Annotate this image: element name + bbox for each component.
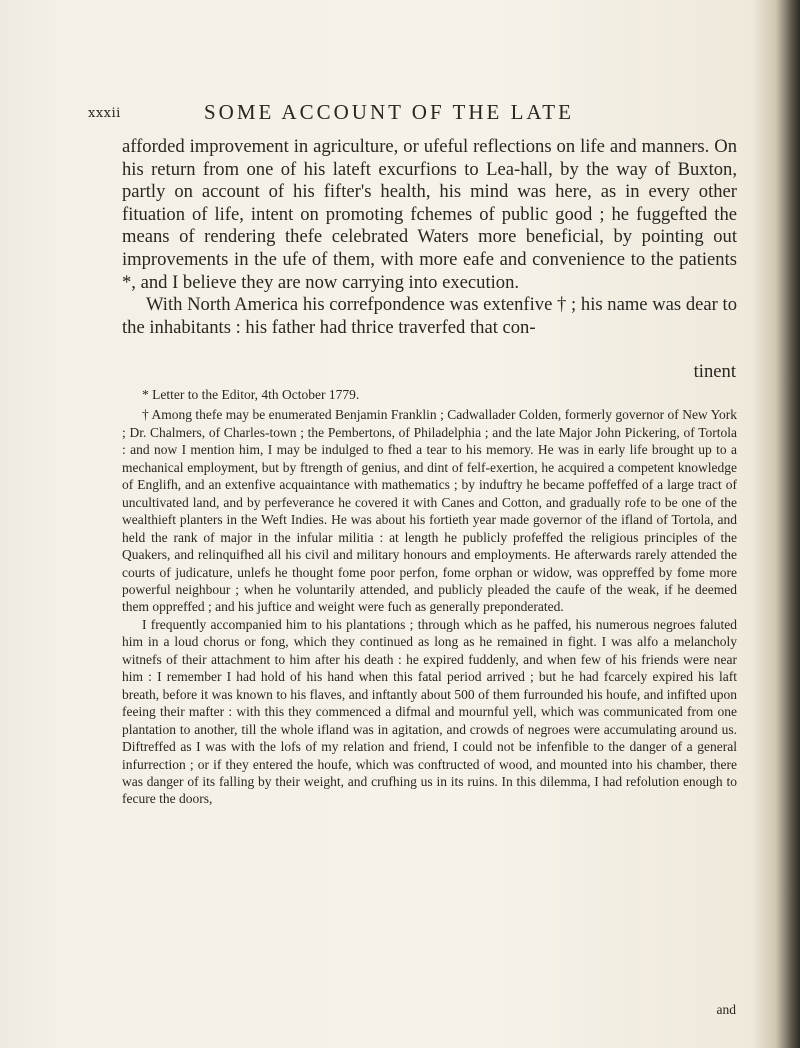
body-catchword: tinent [693, 361, 736, 382]
footnote: * Letter to the Editor, 4th October 1779. [142, 387, 360, 402]
footnote-catchword: and [716, 1002, 736, 1017]
footnote: I frequently accompanied him to his plantations ; through which as he paffed, his numerous negroes faluted him in a loud chorus or fong, which they continued as long as he remained in fight. I was alfo a melancholy witnefs of their attachment to him after his death : he expired fuddenly, and when few of his friends were near him : I remember I had hold of his hand when this fatal period arrived ; but he had fcarcely expired his laft breath, before it was known to his flaves, and inftantly about 500 of them furrounded his houfe, and infifted upon feeing their mafter : with this they commenced a difmal and mournful yell, which was communicated from one plantation to another, till the whole ifland was in agitation, and crowds of negroes were accumulating around us. Diftreffed as I was with the lofs of my relation and friend, I could not be infenfible to the danger of a general infurrection ; or if they entered the houfe, which was conftructed of wood, and mounted into his chamber, there was danger of its falling by their weight, and crufhing us in its ruins. In this dilemma, I had refolution enough to fecure the doors, [122, 616, 737, 807]
body-paragraph: afforded improvement in agriculture, or ufeful reflections on life and manners. On his return from one of his lateft excurfions to Lea-hall, by the way of Buxton, partly on account of his fifter's health, his mind was here, as in every other fituation of life, intent on promoting fchemes of public good ; he fuggefted the means of rendering thefe celebrated Waters more beneficial, by pointing out improvements in the ufe of them, with more eafe and convenience to the patients *, and I believe they are now carrying into execution. [122, 136, 737, 293]
footnote: † Among thefe may be enumerated Benjamin Franklin ; Cadwallader Colden, formerly governor of New York ; Dr. Chalmers, of Charles-town ; the Pembertons, of Philadelphia ; and the late Major John Pickering, of Tortola : and now I mention him, I may be indulged to fhed a tear to his memory. He was in early life brought up to a mechanical employment, but by ftrength of genius, and dint of felf-exertion, he acquired a competent knowledge of Englifh, and an extenfive acquaintance with mathematics ; by induftry he became poffeffed of a large tract of uncultivated land, and by perfeverance he covered it with Canes and Cotton, and gradually rofe to be one of the wealthieft planters in the Weft Indies. He was about his fortieth year made governor of the ifland of Tortola, and held the rank of major in the infular militia : at length he publicly profeffed the religious principles of the Quakers, and relinquifhed all his civil and military honours and employments. He afterwards rarely attended the courts of judicature, unlefs he thought fome poor perfon, fome orphan or widow, was oppreffed by fome more powerful neighbour ; when he voluntarily attended, and publicly pleaded the caufe of the weak, if he deemed them oppreffed ; and his juftice and weight were fuch as generally preponderated. [122, 407, 737, 615]
running-head: SOME ACCOUNT OF THE LATE [204, 100, 574, 124]
footnotes [122, 386, 737, 808]
body-paragraph: With North America his correfpondence was extenfive † ; his name was dear to the inhabitants : his father had thrice traverfed that con- [122, 294, 737, 338]
page-number: xxxii [88, 106, 121, 121]
page-header [88, 100, 728, 130]
main-text [122, 136, 737, 339]
